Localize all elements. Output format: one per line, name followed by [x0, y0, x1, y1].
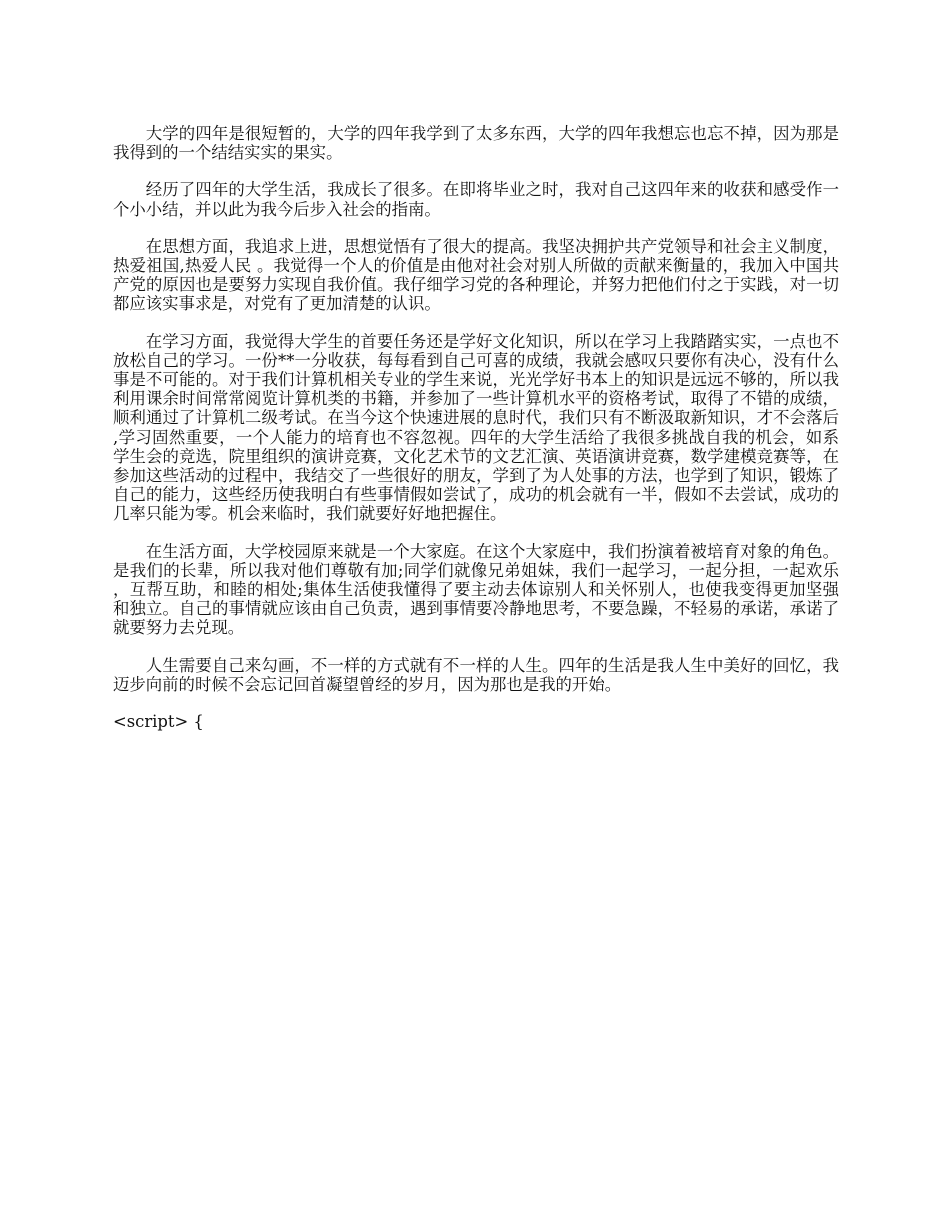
paragraph-conclusion: 人生需要自己来勾画，不一样的方式就有不一样的人生。四年的生活是我人生中美好的回忆，我迈步向前的时候不会忘记回首凝望曾经的岁月，因为那也是我的开始。 — [113, 655, 839, 694]
paragraph-summary: 经历了四年的大学生活，我成长了很多。在即将毕业之时，我对自己这四年来的收获和感受作一个小小结，并以此为我今后步入社会的指南。 — [113, 180, 839, 219]
paragraph-intro: 大学的四年是很短暂的，大学的四年我学到了太多东西，大学的四年我想忘也忘不掉，因为那是我得到的一个结结实实的果实。 — [113, 124, 839, 163]
paragraph-ideology: 在思想方面，我追求上进，思想觉悟有了很大的提高。我坚决拥护共产党领导和社会主义制度，热爱祖国,热爱人民 。我觉得一个人的价值是由他对社会对别人所做的贡献来衡量的，我加入中国共产党的原因也是要努力实现自我价值。我仔细学习党的各种理论，并努力把他们付之于实践，对一切都应该实事求是，对党有了更加清楚的认识。 — [113, 236, 839, 314]
paragraph-study: 在学习方面，我觉得大学生的首要任务还是学好文化知识，所以在学习上我踏踏实实，一点也不放松自己的学习。一份**一分收获，每每看到自己可喜的成绩，我就会感叹只要你有决心，没有什么事是不可能的。对于我们计算机相关专业的学生来说，光光学好书本上的知识是远远不够的，所以我利用课余时间常常阅览计算机类的书籍，并参加了一些计算机水平的资格考试，取得了不错的成绩，顺利通过了计算机二级考试。在当今这个快速进展的息时代，我们只有不断汲取新知识，才不会落后,学习固然重要，一个人能力的培育也不容忽视。四年的大学生活给了我很多挑战自我的机会，如系学生会的竞选，院里组织的演讲竞赛，文化艺术节的文艺汇演、英语演讲竞赛，数学建模竞赛等，在参加这些活动的过程中，我结交了一些很好的朋友，学到了为人处事的方法，也学到了知识，锻炼了自己的能力，这些经历使我明白有些事情假如尝试了，成功的机会就有一半，假如不去尝试，成功的几率只能为零。机会来临时，我们就要好好地把握住。 — [113, 331, 839, 524]
document-page — [113, 124, 839, 731]
trailing-code-text: <script> { — [113, 712, 204, 732]
paragraph-life: 在生活方面，大学校园原来就是一个大家庭。在这个大家庭中，我们扮演着被培育对象的角色。是我们的长辈，所以我对他们尊敬有加;同学们就像兄弟姐妹，我们一起学习，一起分担，一起欢乐，互帮互助，和睦的相处;集体生活使我懂得了要主动去体谅别人和关怀别人，也使我变得更加坚强和独立。自己的事情就应该由自己负责，遇到事情要冷静地思考，不要急躁，不轻易的承诺，承诺了就要努力去兑现。 — [113, 541, 839, 638]
